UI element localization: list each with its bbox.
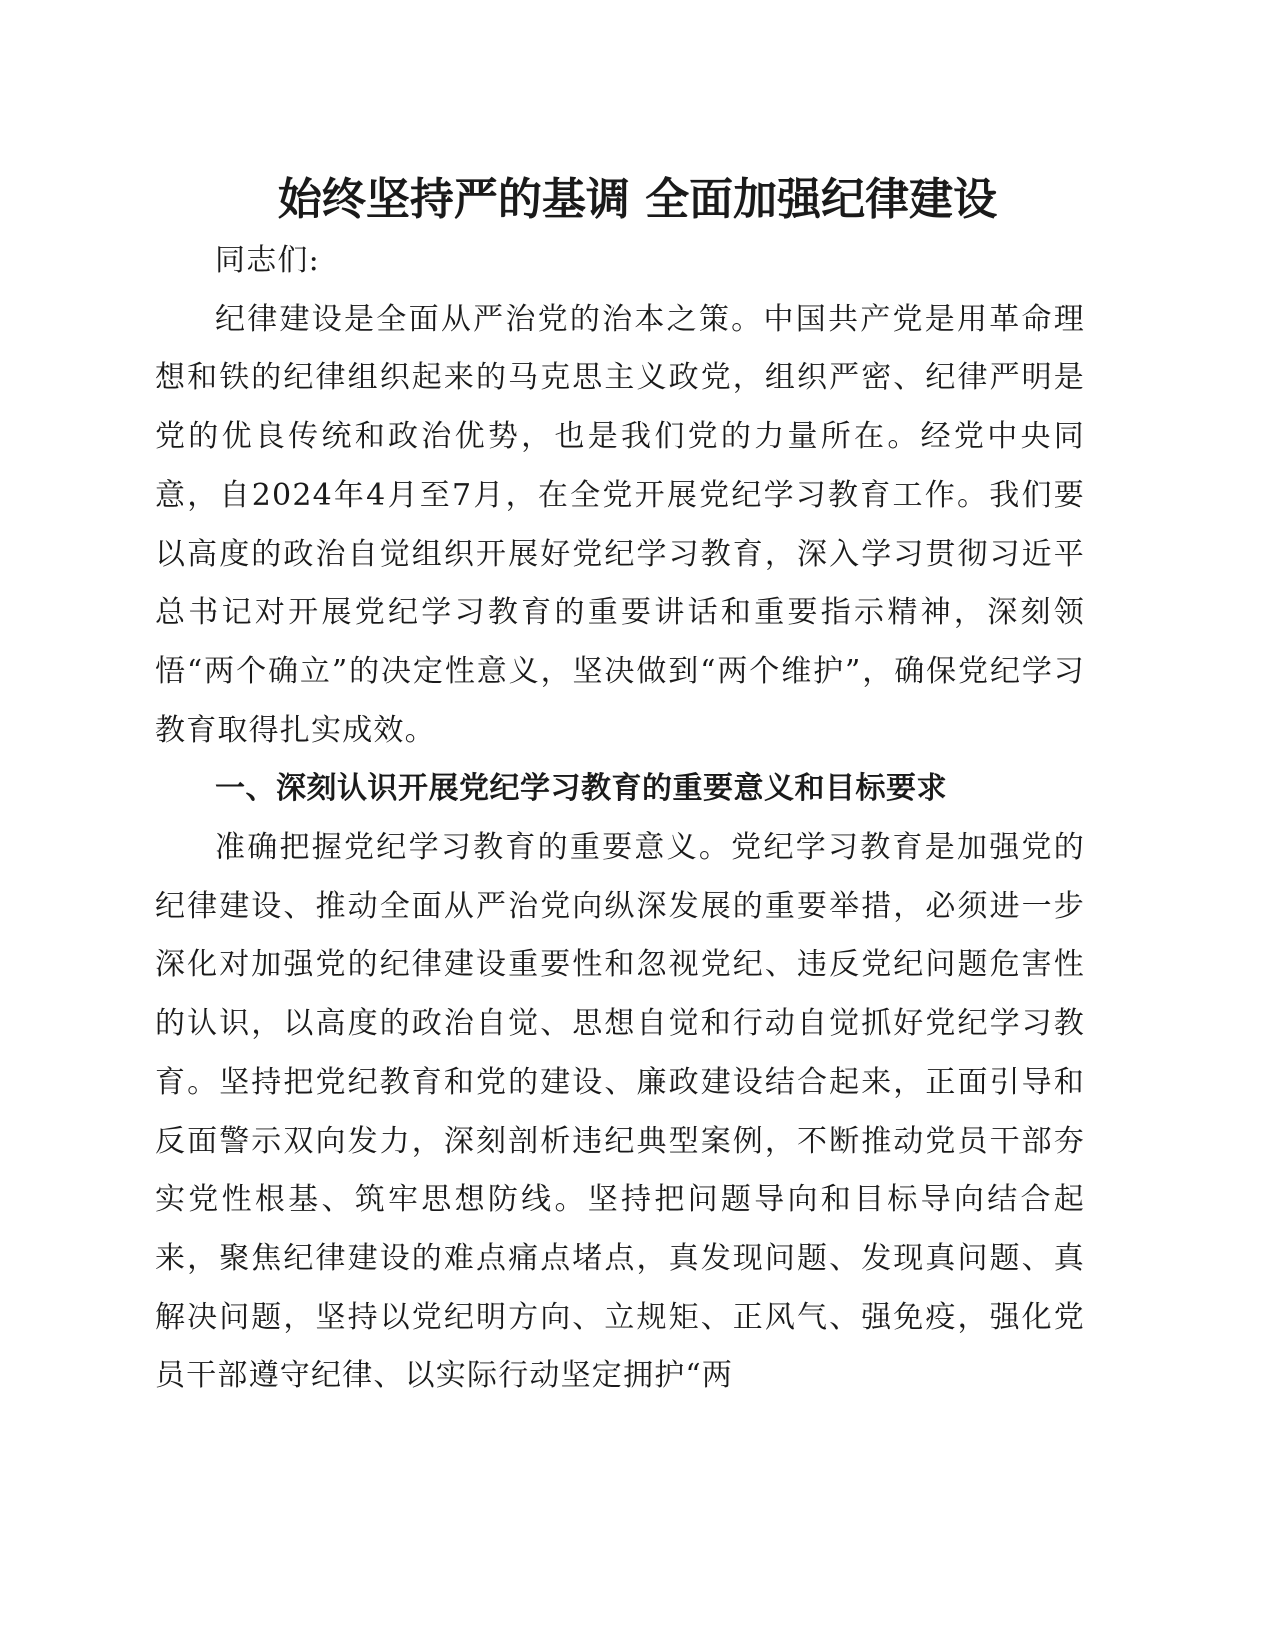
paragraph-significance: 准确把握党纪学习教育的重要意义。党纪学习教育是加强党的纪律建设、推动全面从严治党向纵深发展的重要举措，必须进一步深化对加强党的纪律建设重要性和忽视党纪、违反党纪问题危害性的认识，以高度的政治自觉、思想自觉和行动自觉抓好党纪学习教育。坚持把党纪教育和党的建设、廉政建设结合起来，正面引导和反面警示双向发力，深刻剖析违纪典型案例，不断推动党员干部夯实党性根基、筑牢思想防线。坚持把问题导向和目标导向结合起来，聚焦纪律建设的难点痛点堵点，真发现问题、发现真问题、真解决问题，坚持以党纪明方向、立规矩、正风气、强免疫，强化党员干部遵守纪律、以实际行动坚定拥护“两 xyxy=(155,830,1085,1394)
salutation: 同志们: xyxy=(215,243,320,278)
document-title: 始终坚持严的基调 全面加强纪律建设 xyxy=(277,174,998,225)
paragraph-intro: 纪律建设是全面从严治党的治本之策。中国共产党是用革命理想和铁的纪律组织起来的马克思主义政党，组织严密、纪律严明是党的优良传统和政治优势，也是我们党的力量所在。经党中央同意，自2024年4月至7月，在全党开展党纪学习教育工作。我们要以高度的政治自觉组织开展好党纪学习教育，深入学习贯彻习近平总书记对开展党纪学习教育的重要讲话和重要指示精神，深刻领悟“两个确立”的决定性意义，坚决做到“两个维护”，确保党纪学习教育取得扎实成效。 xyxy=(155,301,1085,748)
section-heading: 一、深刻认识开展党纪学习教育的重要意义和目标要求 xyxy=(215,771,947,807)
document-body xyxy=(155,232,1085,1406)
